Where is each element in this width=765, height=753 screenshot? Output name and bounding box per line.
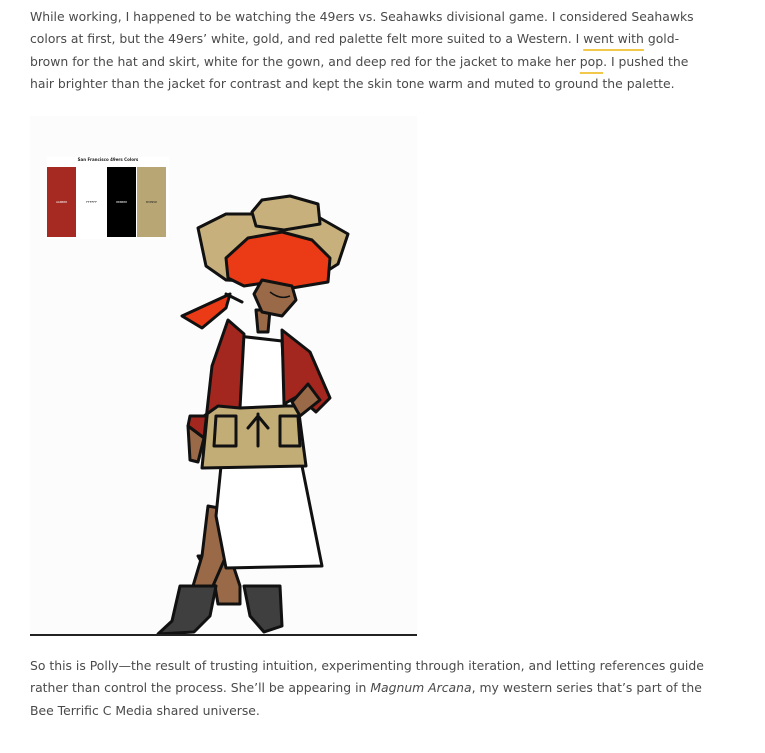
white-gown-skirt <box>216 456 322 568</box>
cowboy-hat-crown <box>252 196 320 230</box>
went-with-link[interactable]: went with <box>583 31 644 47</box>
intro-text-start: While working, I happened to be watching the 49ers vs. Seahawks divisional game. I considered Seahawks colors at first, but the 49ers’ white, gold, and red palette felt more suited to a Western. I <box>30 9 694 47</box>
hair-ribbon <box>182 294 230 328</box>
white-blouse <box>238 336 286 408</box>
face <box>254 280 296 316</box>
closing-text-end: , my western series that’s part of the Bee Terrific C Media shared universe. <box>30 680 702 718</box>
closing-text-start: So this is Polly—the result of trusting intuition, experimenting through iteration, and letting references guide rather than control the process. She’ll be appearing in <box>30 658 704 696</box>
intro-paragraph <box>30 6 710 96</box>
closing-paragraph <box>30 655 710 722</box>
pop-link[interactable]: pop <box>579 53 604 69</box>
swatch-card-title: San Francisco 49ers Colors <box>77 157 139 162</box>
swatch-white-label: FFFFFF <box>86 200 97 204</box>
series-title: Magnum Arcana <box>370 680 472 696</box>
intro-text-end: . I pushed the hair brighter than the jacket for contrast and kept the skin tone warm and muted to ground the palette. <box>30 53 689 92</box>
polly-character-drawing <box>30 116 417 636</box>
boot-right <box>244 586 282 632</box>
swatch-red-label: AA0000 <box>56 200 67 204</box>
swatch-gold-label: B3995D <box>146 200 157 204</box>
intro-text-middle: gold-brown for the hat and skirt, white for the gown, and deep red for the jacket to make her <box>30 31 680 69</box>
boot-left <box>158 586 216 634</box>
illustration-ground-line <box>30 634 417 636</box>
swatch-black-label: 000000 <box>116 200 127 204</box>
